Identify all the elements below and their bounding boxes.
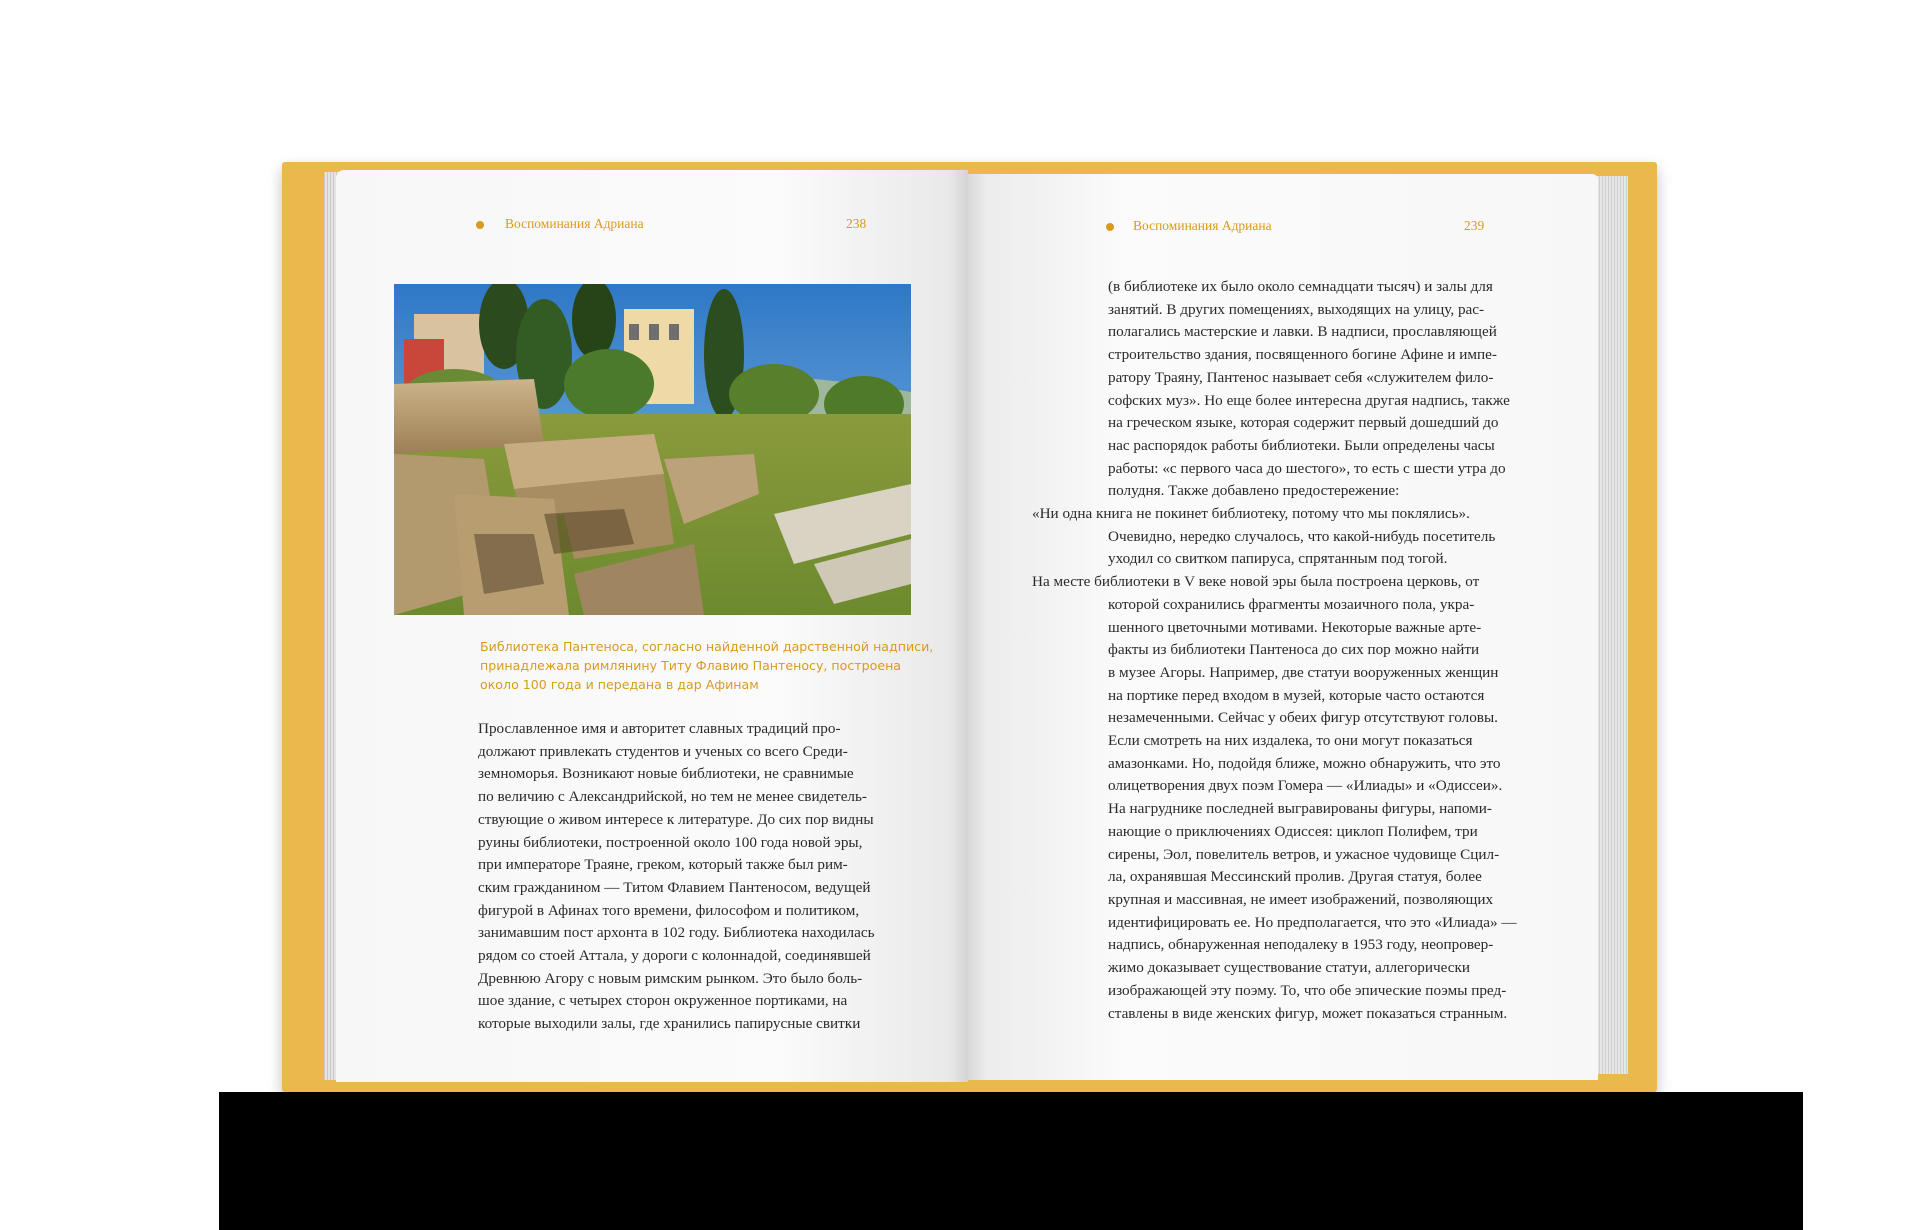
text-line: идентифицировать ее. Но предполагается, что это «Илиада» — <box>1108 913 1517 931</box>
text-line: На нагруднике последней выгравированы фигуры, напоми- <box>1108 800 1492 818</box>
text-line: нающие о приключениях Одиссея: циклоп Полифем, три <box>1108 822 1478 840</box>
text-line: Очевидно, нередко случалось, что какой-нибудь посетитель <box>1108 527 1496 545</box>
background-band <box>219 1092 1803 1230</box>
text-line: строительство здания, посвященного богине Афине и импе- <box>1108 346 1497 364</box>
text-line: олицетворения двух поэм Гомера — «Илиады» и «Одиссеи». <box>1108 777 1503 795</box>
text-line: на греческом языке, которая содержит первый дошедший до <box>1108 414 1499 432</box>
text-line: незамеченными. Сейчас у обеих фигур отсутствуют головы. <box>1108 709 1498 727</box>
text-line: Древнюю Агору с новым римским рынком. Это было боль- <box>478 969 863 987</box>
text-line: которой сохранились фрагменты мозаичного пола, укра- <box>1108 595 1475 613</box>
text-line: ла, охранявшая Мессинский пролив. Другая статуя, более <box>1108 868 1482 886</box>
text-line: шое здание, с четырех сторон окруженное портиками, на <box>478 992 848 1010</box>
text-line: нас распорядок работы библиотеки. Были определены часы <box>1108 436 1495 454</box>
ruins-photo <box>394 284 911 615</box>
quote-line: «Ни одна книга не покинет библиотеку, потому что мы поклялись». <box>1032 505 1470 523</box>
text-line: сирены, Эол, повелитель ветров, и ужасное чудовище Сцил- <box>1108 845 1500 863</box>
caption-line: около 100 года и передана в дар Афинам <box>480 677 759 692</box>
paragraph-start-line: На месте библиотеки в V веке новой эры была построена церковь, от <box>1032 573 1480 591</box>
text-line: должают привлекать студентов и ученых со всего Среди- <box>478 742 848 760</box>
page-edges-right <box>1594 176 1628 1074</box>
text-line: ратору Траяну, Пантенос называет себя «служителем фило- <box>1108 368 1494 386</box>
text-line: руины библиотеки, построенной около 100 года новой эры, <box>478 833 863 851</box>
text-line: Прославленное имя и авторитет славных традиций про- <box>478 720 841 737</box>
text-line: полудня. Также добавлено предостережение: <box>1108 482 1400 500</box>
text-line: жимо доказывает существование статуи, аллегорически <box>1108 959 1471 977</box>
text-line: факты из библиотеки Пантеноса до сих пор можно найти <box>1108 641 1480 659</box>
left-body-text <box>478 718 915 1036</box>
page-number: 239 <box>1464 218 1485 233</box>
text-line: ставлены в виде женских фигур, может показаться странным. <box>1108 1004 1508 1022</box>
right-body-text <box>1032 276 1538 1025</box>
text-line: на портике перед входом в музей, которые часто остаются <box>1108 686 1485 704</box>
text-line: (в библиотеке их было около семнадцати тысяч) и залы для <box>1108 278 1493 295</box>
text-line: Если смотреть на них издалека, то они могут показаться <box>1108 732 1473 750</box>
text-line: при императоре Траяне, греком, который также был рим- <box>478 856 848 874</box>
text-line: занимавшим пост архонта в 102 году. Библиотека находилась <box>478 924 875 942</box>
text-line: крупная и массивная, не имеет изображений, позволяющих <box>1108 890 1494 908</box>
text-line: фигурой в Афинах того времени, философом и политиком, <box>478 901 860 919</box>
text-line: которые выходили залы, где хранились папирусные свитки <box>478 1015 861 1033</box>
text-line: земноморья. Возникают новые библиотеки, не сравнимые <box>478 765 854 783</box>
text-line: рядом со стоей Аттала, у дороги с колоннадой, соединявшей <box>478 947 871 965</box>
running-head-left <box>336 216 968 236</box>
text-line: в музее Агоры. Например, две статуи вооруженных женщин <box>1108 663 1499 681</box>
text-line: работы: «с первого часа до шестого», то есть с шести утра до <box>1108 459 1506 477</box>
caption-line: принадлежала римлянину Титу Флавию Пантеносу, построена <box>480 658 902 673</box>
running-title: Воспоминания Адриана <box>1133 218 1272 233</box>
text-line: по величию с Александрийской, но тем не менее свидетель- <box>478 788 867 806</box>
text-line: уходил со свитком папируса, спрятанным под тогой. <box>1108 550 1448 568</box>
text-line: софских муз». Но еще более интересна другая надпись, также <box>1108 391 1510 409</box>
photo-caption <box>480 637 950 694</box>
running-head-right <box>968 218 1598 238</box>
page-number: 238 <box>846 216 867 231</box>
bullet-icon <box>476 221 484 229</box>
running-title: Воспоминания Адриана <box>505 216 644 231</box>
bullet-icon <box>1106 223 1114 231</box>
text-line: полагались мастерские и лавки. В надписи, прославляющей <box>1108 323 1497 341</box>
text-line: ским гражданином — Титом Флавием Пантеносом, ведущей <box>478 878 871 896</box>
text-line: надпись, обнаруженная неподалеку в 1953 году, неопровер- <box>1108 936 1494 954</box>
text-line: изображающей эту поэму. То, что обе эпические поэмы пред- <box>1108 981 1507 999</box>
text-line: ствующие о живом интересе к литературе. До сих пор видны <box>478 810 874 828</box>
caption-line: Библиотека Пантеноса, согласно найденной дарственной надписи, <box>480 639 934 654</box>
text-line: шенного цветочными мотивами. Некоторые важные арте- <box>1108 618 1482 636</box>
text-line: занятий. В других помещениях, выходящих на улицу, рас- <box>1108 300 1485 318</box>
text-line: амазонками. Но, подойдя ближе, можно обнаружить, что это <box>1108 754 1501 772</box>
